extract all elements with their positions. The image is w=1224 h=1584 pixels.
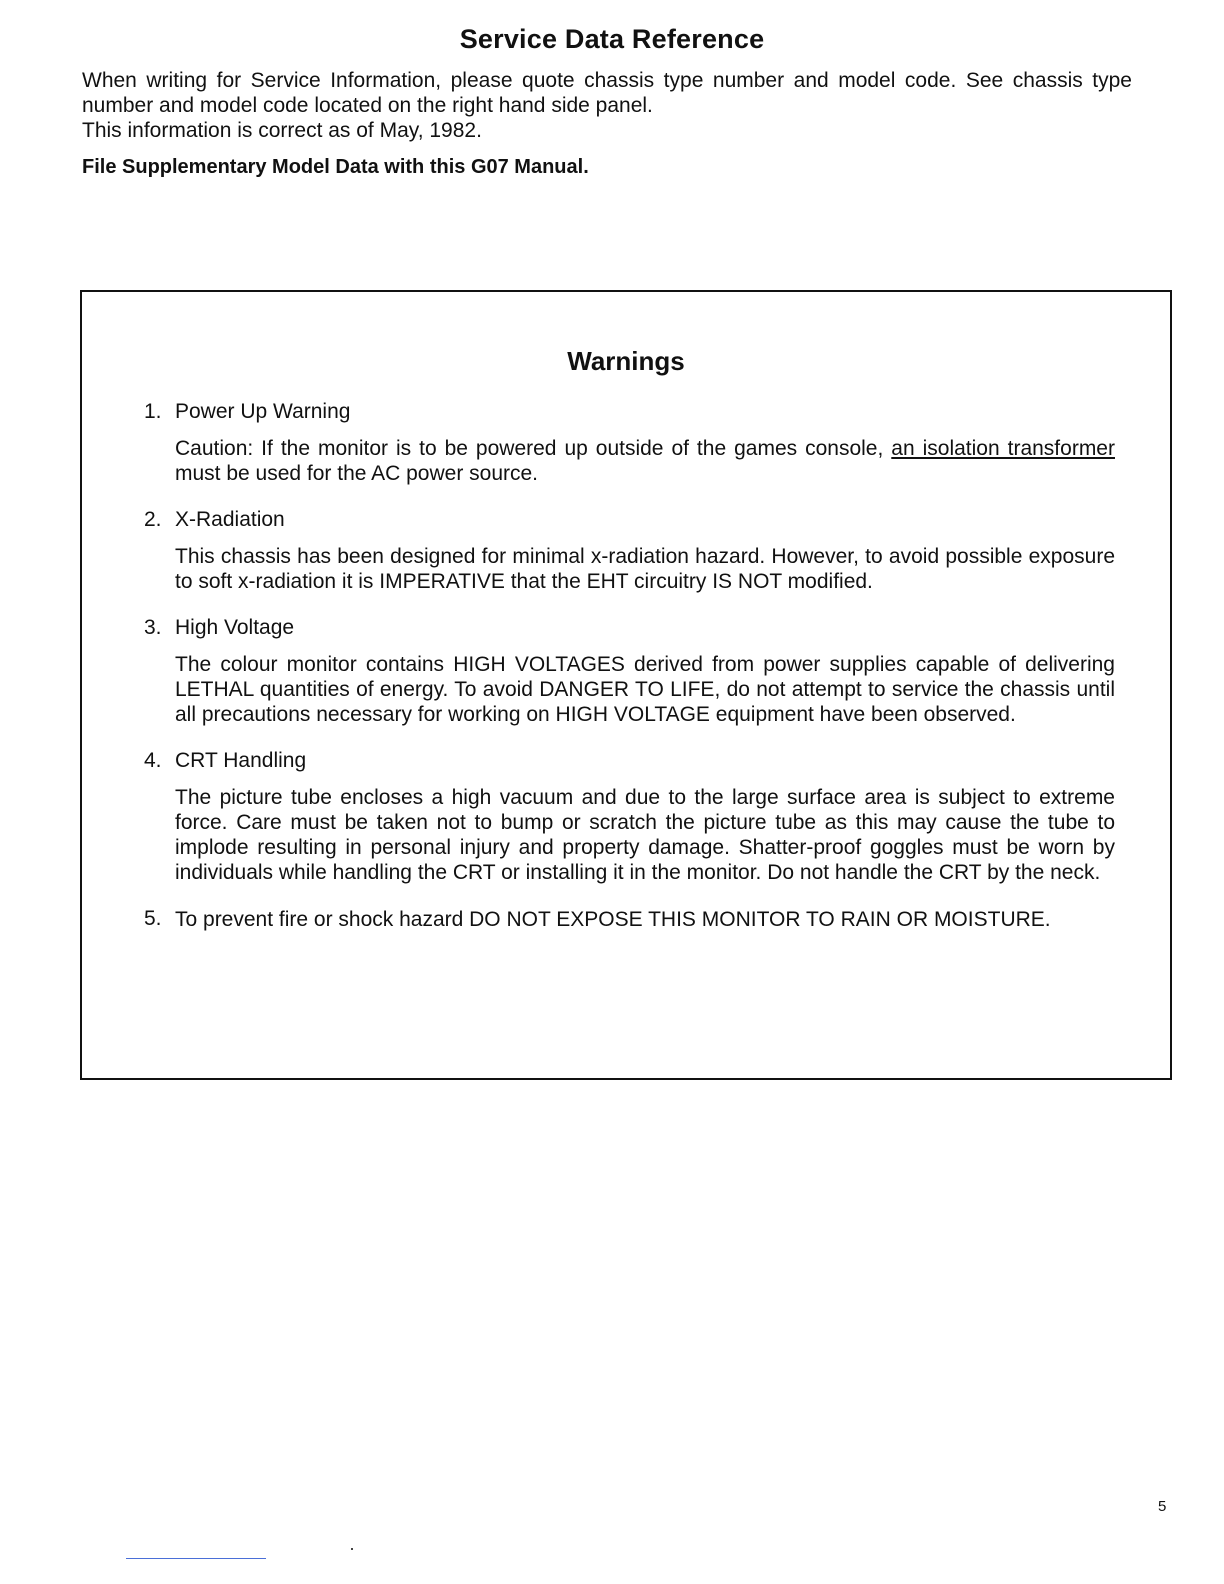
warning-heading: To prevent fire or shock hazard DO NOT EXPOSE THIS MONITOR TO RAIN OR MOISTURE.: [175, 908, 1051, 931]
file-note: File Supplementary Model Data with this G07 Manual.: [82, 156, 589, 178]
warning-number: 2.: [144, 508, 162, 531]
warning-item: [82, 616, 1170, 727]
warning-number: 5.: [144, 907, 162, 930]
warning-body-text: must be used for the AC power source.: [175, 462, 539, 485]
warnings-title: Warnings: [567, 346, 685, 376]
warning-item: [82, 400, 1170, 486]
page-title: Service Data Reference: [459, 24, 765, 54]
warning-number: 3.: [144, 616, 162, 639]
warning-number: 4.: [144, 749, 162, 772]
intro-paragraph: When writing for Service Information, please quote chassis type number and model code. See chassis type number and model code located on the right hand side panel.: [82, 69, 1132, 117]
isolation-transformer-underlined: an isolation transformer: [891, 437, 1115, 460]
warning-body: [175, 436, 1115, 486]
warning-heading: CRT Handling: [175, 749, 307, 772]
warning-heading: X-Radiation: [175, 508, 285, 531]
warning-body: The picture tube encloses a high vacuum and due to the large surface area is subject to extreme force. Care must be taken not to bump or scratch the picture tube as this may cause the tube to implode resulting in personal injury and property damage. Shatter-proof goggles must be worn by individuals while handling the CRT or installing it in the monitor. Do not handle the CRT by the neck.: [175, 786, 1115, 884]
warning-body-text: Caution: If the monitor is to be powered up outside of the games console,: [175, 437, 892, 460]
intro-text: [82, 68, 1132, 143]
warning-item: [82, 508, 1170, 594]
warning-body: The colour monitor contains HIGH VOLTAGES derived from power supplies capable of delivering LETHAL quantities of energy. To avoid DANGER TO LIFE, do not attempt to service the chassis until all precautions necessary for working on HIGH VOLTAGE equipment have been observed.: [175, 653, 1115, 726]
warning-heading: Power Up Warning: [175, 400, 351, 423]
warning-item: [82, 907, 1170, 932]
page-number: 5: [1158, 1498, 1167, 1515]
footer-mark: [351, 1548, 353, 1550]
warning-item: [82, 749, 1170, 885]
intro-date-line: This information is correct as of May, 1982.: [82, 119, 482, 142]
warning-heading: High Voltage: [175, 616, 295, 639]
warning-body: This chassis has been designed for minimal x-radiation hazard. However, to avoid possible exposure to soft x-radiation it is IMPERATIVE that the EHT circuitry IS NOT modified.: [175, 545, 1115, 593]
footer-rule: [126, 1558, 266, 1559]
warnings-box: [80, 290, 1172, 1080]
warning-number: 1.: [144, 400, 162, 423]
warnings-list: [82, 400, 1170, 954]
